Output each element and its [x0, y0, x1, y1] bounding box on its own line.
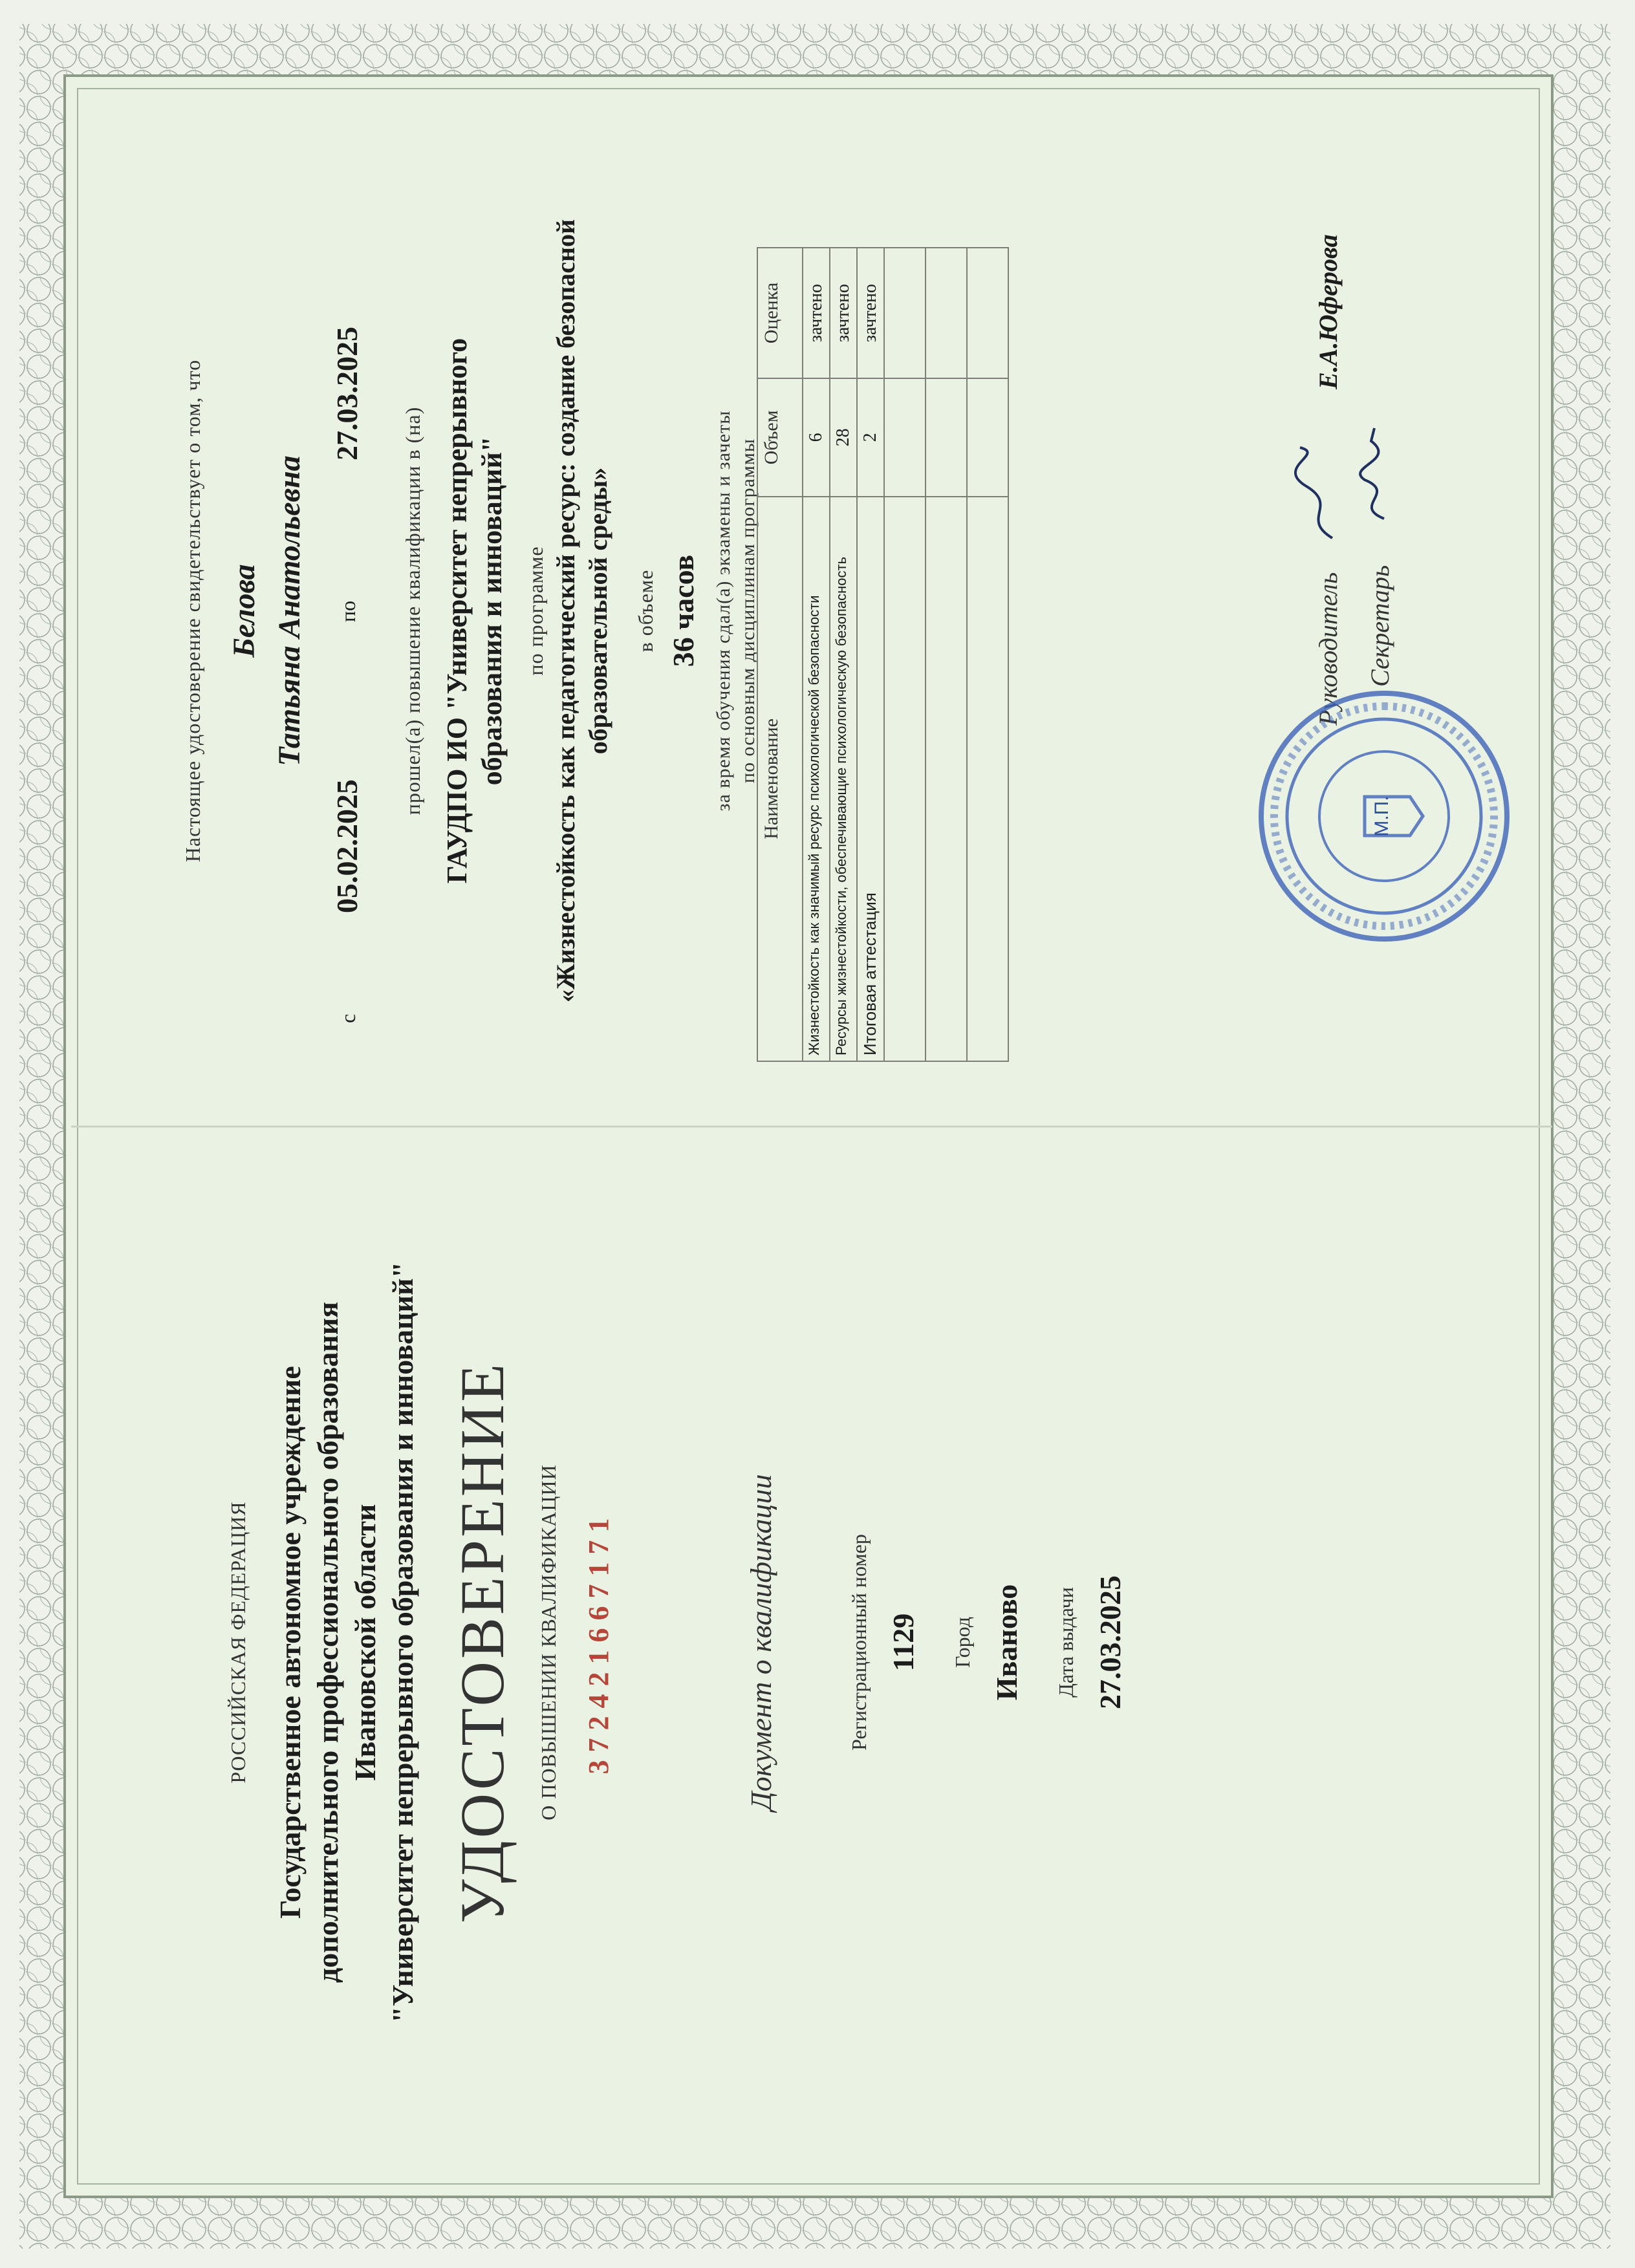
- discipline-volume: 2: [857, 378, 884, 497]
- header-name: Наименование: [757, 497, 803, 1061]
- doc-subtitle: О ПОВЫШЕНИИ КВАЛИФИКАЦИИ: [537, 1464, 560, 1820]
- doc-title: УДОСТОВЕРЕНИЕ: [448, 1361, 517, 1923]
- passed-text: прошел(а) повышение квалификации в (на): [401, 406, 424, 815]
- institution-line-1: ГАУДПО ИО "Университет непрерывного: [441, 338, 473, 884]
- country-label: РОССИЙСКАЯ ФЕДЕРАЦИЯ: [226, 1501, 250, 1784]
- left-panel: [97, 1127, 1520, 2158]
- program-name: [550, 95, 614, 1127]
- given-names: Татьяна Анатольевна: [272, 455, 307, 766]
- table-row-empty: [884, 248, 926, 1061]
- serial-number: 372421667171: [583, 1510, 614, 1775]
- head-label: Руководитель: [1314, 572, 1343, 726]
- volume: 36 часов: [667, 554, 700, 667]
- reg-number: 1129: [887, 1613, 920, 1672]
- spread: [97, 95, 1520, 2158]
- header-volume: Объем: [757, 378, 803, 497]
- table-row-empty: [967, 248, 1008, 1061]
- reg-number-label: Регистрационный номер: [847, 1534, 871, 1751]
- exams-line-1: за время обучения сдал(а) экзамены и зачеты: [713, 410, 734, 812]
- header-grade: Оценка: [757, 248, 803, 378]
- city-label: Город: [951, 1616, 974, 1669]
- discipline-grade: зачтено: [803, 248, 830, 378]
- org-line-3: Ивановской области: [349, 1504, 382, 1781]
- org-line-1: Государственное автономное учреждение: [274, 1366, 307, 1919]
- program-label: по программе: [524, 546, 547, 676]
- table-header-row: [757, 248, 803, 1061]
- org-line-4: "Университет непрерывного образования и инноваций": [386, 1261, 419, 2024]
- signature-head: [1287, 441, 1345, 545]
- secretary-label: Секретарь: [1365, 565, 1394, 687]
- institution: [440, 95, 510, 1127]
- head-name: Е.А.Юферова: [1314, 234, 1343, 389]
- discipline-grade: зачтено: [857, 248, 884, 378]
- discipline-volume: 28: [830, 378, 857, 497]
- issue-date: 27.03.2025: [1094, 1575, 1127, 1709]
- exams-text: [711, 95, 761, 1127]
- signature-secretary: [1345, 422, 1403, 525]
- discipline-name: Итоговая аттестация: [857, 497, 884, 1061]
- date-to: 27.03.2025: [330, 327, 363, 460]
- table-row: [803, 248, 830, 1061]
- discipline-volume: 6: [803, 378, 830, 497]
- program-line-1: «Жизнестойкость как педагогический ресурс: создание безопасной: [551, 219, 580, 1003]
- disciplines-table: [757, 247, 1009, 1062]
- official-seal: [1255, 687, 1513, 945]
- right-panel: [97, 95, 1520, 1127]
- institution-line-2: образования и инноваций": [476, 436, 508, 786]
- date-from: 05.02.2025: [330, 779, 363, 913]
- issue-date-label: Дата выдачи: [1054, 1587, 1077, 1698]
- table-row-empty: [926, 248, 967, 1061]
- surname: Белова: [227, 564, 261, 658]
- doc-type: Документ о квалификации: [744, 1474, 777, 1811]
- stamp-label: М.П.: [1371, 795, 1392, 837]
- volume-label: в объеме: [634, 569, 657, 653]
- discipline-grade: зачтено: [830, 248, 857, 378]
- program-line-2: образовательной среды»: [583, 467, 612, 755]
- org-line-2: дополнительного профессионального образования: [311, 1301, 344, 1983]
- exams-line-2: по основным дисциплинам программы: [737, 438, 759, 784]
- table-row: [857, 248, 884, 1061]
- org-name: [272, 1127, 422, 2158]
- table-row: [830, 248, 857, 1061]
- from-label: с: [336, 1013, 360, 1023]
- city: Иваново: [990, 1584, 1023, 1701]
- discipline-name: Ресурсы жизнестойкости, обеспечивающие психологическую безопасность: [830, 497, 857, 1061]
- to-label: по: [336, 600, 360, 622]
- intro-text: Настоящее удостоверение свидетельствует о том, что: [181, 359, 204, 863]
- discipline-name: Жизнестойкость как значимый ресурс психологической безопасности: [803, 497, 830, 1061]
